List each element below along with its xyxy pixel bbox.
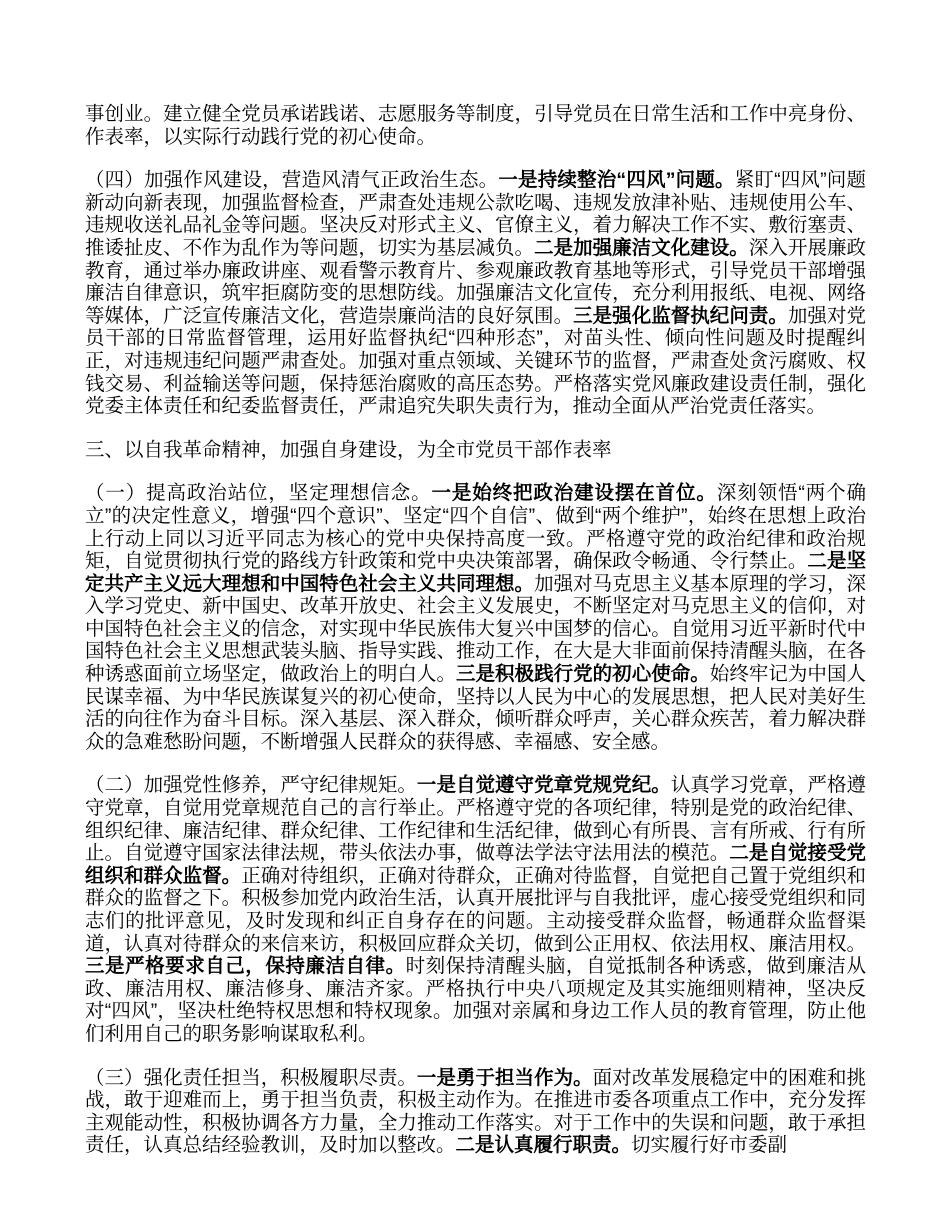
paragraph — [85, 1067, 866, 1157]
text-segment: 时刻保持清醒头脑，自觉抵制各种诱惑，做到廉洁从政、廉洁用权、廉洁修身、廉洁齐家。严格执行中央八项规定及其实施细则精神，坚决反对“四风”，坚决杜绝特权思想和特权现象。加强对亲属和身边工作人员的教育管理，防止他们利用自己的职务影响谋取私利。 — [85, 955, 866, 1045]
emphasis-text-segment: 二是坚定共产主义远大理想和中国特色社会主义共同理想。 — [85, 550, 866, 595]
text-segment: 深刻领悟“两个确立”的决定性意义，增强“四个意识”、坚定“四个自信”、做到“两个维护”，始终在思想上政治上行动上同以习近平同志为核心的党中央保持高度一致。严格遵守党的政治纪律和政治规矩，自觉贯彻执行党的路线方针政策和党中央决策部署，确保政令畅通、令行禁止。 — [85, 482, 866, 573]
paragraph — [85, 103, 866, 148]
text-segment: 事创业。建立健全党员承诺践诺、志愿服务等制度，引导党员在日常生活和工作中亮身份、作表率，以实际行动践行党的初心使命。 — [85, 103, 866, 148]
emphasis-text-segment: 二是自觉接受党组织和群众监督。 — [85, 842, 866, 887]
paragraph — [85, 482, 866, 753]
section-heading — [85, 439, 866, 462]
text-segment: （三）强化责任担当，积极履职尽责。 — [85, 1066, 417, 1089]
text-segment: 加强对党员干部的日常监督管理，运用好监督执纪“四种形态”，对苗头性、倾向性问题及时提醒纠正，对违规违纪问题严肃查处。加强对重点领域、关键环节的监督，严肃查处贪污腐败、权钱交易、利益输送等问题，保持惩治腐败的高压态势。严格落实党风廉政建设责任制，强化党委主体责任和纪委监督责任，严肃追究失职失责行为，推动全面从严治党责任落实。 — [85, 304, 866, 418]
emphasis-text-segment: 一是自觉遵守党章党规党纪。 — [416, 774, 671, 797]
text-segment: 面对改革发展稳定中的困难和挑战，敢于迎难而上，勇于担当负责，积极主动作为。在推进市委各项重点工作中，充分发挥主观能动性，积极协调各方力量，全力推动工作落实。对于工作中的失误和问题，敢于承担责任，认真总结经验教训，及时加以整改。 — [85, 1066, 866, 1157]
text-segment: 始终牢记为中国人民谋幸福、为中华民族谋复兴的初心使命，坚持以人民为中心的发展思想，把人民对美好生活的向往作为奋斗目标。深入基层、深入群众，倾听群众呼声，关心群众疾苦，着力解决群众的急难愁盼问题，不断增强人民群众的获得感、幸福感、安全感。 — [85, 663, 866, 753]
paragraph — [85, 774, 866, 1045]
text-segment: 正确对待组织，正确对待群众，正确对待监督，自觉把自己置于党组织和群众的监督之下。积极参加党内政治生活，认真开展批评与自我批评，虚心接受党组织和同志们的批评意见，及时发现和纠正自身存在的问题。主动接受群众监督，畅通群众监督渠道，认真对待群众的来信来访，积极回应群众关切，做到公正用权、依法用权、廉洁用权。 — [85, 864, 866, 955]
text-segment: 紧盯“四风”问题新动向新表现，加强监督检查，严肃查处违规公款吃喝、违规发放津补贴、违规使用公车、违规收送礼品礼金等问题。坚决反对形式主义、官僚主义，着力解决工作不实、敷衍塞责、推诿扯皮、不作为乱作为等问题，切实为基层减负。 — [85, 169, 866, 259]
emphasis-text-segment: 二是加强廉洁文化建设。 — [534, 236, 749, 259]
emphasis-text-segment: 一是始终把政治建设摆在首位。 — [431, 482, 717, 505]
text-segment: 深入开展廉政教育，通过举办廉政讲座、观看警示教育片、参观廉政教育基地等形式，引导党员干部增强廉洁自律意识，筑牢拒腐防变的思想防线。加强廉洁文化宣传，充分利用报纸、电视、网络等媒体，广泛宣传廉洁文化，营造崇廉尚洁的良好氛围。 — [85, 236, 866, 327]
emphasis-text-segment: 三是积极践行党的初心使命。 — [455, 663, 710, 686]
text-segment: 加强对马克思主义基本原理的学习，深入学习党史、新中国史、改革开放史、社会主义发展史，不断坚定对马克思主义的信仰，对中国特色社会主义的信念，对实现中华民族伟大复兴中国梦的信心。自觉用习近平新时代中国特色社会主义思想武装头脑、指导实践、推动工作，在大是大非面前保持清醒头脑，在各种诱惑面前立场坚定，做政治上的明白人。 — [85, 572, 866, 686]
paragraph — [85, 169, 866, 418]
emphasis-text-segment: 一是勇于担当作为。 — [416, 1066, 593, 1089]
text-segment: 切实履行好市委副 — [631, 1134, 788, 1157]
text-segment: 认真学习党章，严格遵守党章，自觉用党章规范自己的言行举止。严格遵守党的各项纪律，特别是党的政治纪律、组织纪律、廉洁纪律、群众纪律、工作纪律和生活纪律，做到心有所畏、言有所戒、行有所止。自觉遵守国家法律法规，带头依法办事，做尊法学法守法用法的模范。 — [85, 774, 866, 865]
emphasis-text-segment: 一是持续整治“四风”问题。 — [498, 169, 735, 192]
text-segment: （二）加强党性修养，严守纪律规矩。 — [85, 774, 417, 797]
text-segment: 三、以自我革命精神，加强自身建设，为全市党员干部作表率 — [85, 438, 612, 461]
emphasis-text-segment: 三是严格要求自己，保持廉洁自律。 — [85, 955, 406, 978]
emphasis-text-segment: 三是强化监督执纪问责。 — [573, 304, 788, 327]
document-body — [85, 103, 866, 1157]
emphasis-text-segment: 二是认真履行职责。 — [455, 1134, 632, 1157]
text-segment: （一）提高政治站位，坚定理想信念。 — [85, 482, 432, 505]
text-segment: （四）加强作风建设，营造风清气正政治生态。 — [85, 169, 499, 192]
